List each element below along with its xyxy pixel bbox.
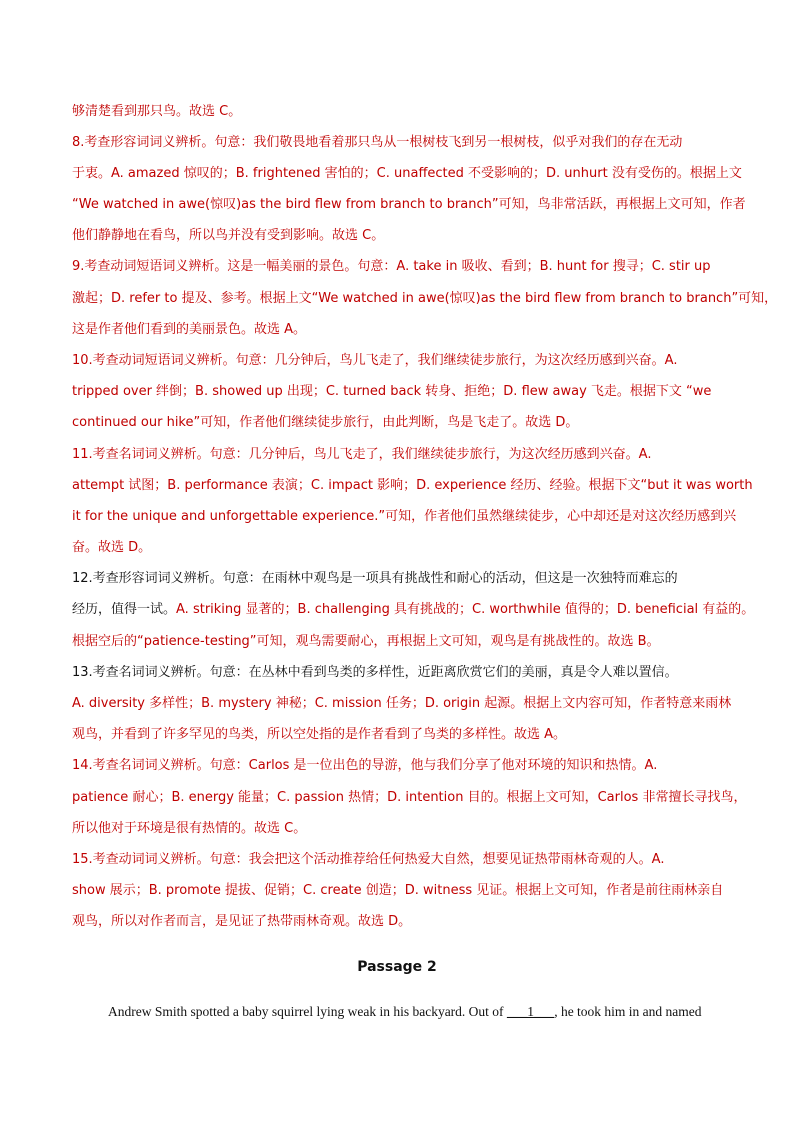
analysis-line: [72, 258, 724, 276]
analysis-text-red: 这是作者他们看到的美丽景色。故选 A。: [72, 322, 307, 337]
analysis-line: [72, 695, 732, 713]
analysis-line: [72, 601, 755, 619]
analysis-text-red: 奋。故选 D。: [72, 540, 152, 555]
analysis-line: [72, 913, 724, 931]
passage-paragraph: [108, 1003, 722, 1021]
analysis-text-red: continued our hike”可知，作者他们继续徒步旅行，由此判断，鸟是飞走了。故选 D。: [72, 415, 579, 430]
analysis-line: [72, 290, 778, 308]
analysis-line: [72, 414, 724, 432]
analysis-line: [72, 227, 724, 245]
passage-blank-1: ___1___: [506, 1004, 555, 1019]
analysis-text-red: attempt 试图；B. performance 表演；C. impact 影响；D. experience 经历、经验。根据下文“but it was worth: [72, 478, 753, 493]
analysis-text-red: 10.考查动词短语词义辨析。句意：几分钟后，鸟儿飞走了，我们继续徒步旅行，为这次经历感到兴奋。A.: [72, 353, 678, 368]
analysis-line: [72, 477, 753, 495]
analysis-text-red: A. diversity 多样性；B. mystery 神秘；C. mission 任务；D. origin 起源。根据上文内容可知，作者特意来雨林: [72, 696, 732, 711]
analysis-line: [72, 196, 746, 214]
analysis-text-black: 13.考查名词词义辨析。句意：在丛林中看到鸟类的多样性，近距离欣赏它们的美丽，真是令人难以置信。: [72, 665, 678, 680]
analysis-text-red: 9.考查动词短语词义辨析。这是一幅美丽的景色。句意：A. take in 吸收、看到；B. hunt for 搜寻；C. stir up: [72, 259, 711, 274]
analysis-line: [72, 383, 724, 401]
analysis-line: [72, 851, 724, 869]
analysis-text-red: 14.考查名词词义辨析。句意：Carlos 是一位出色的导游，他与我们分享了他对环境的知识和热情。A.: [72, 758, 658, 773]
analysis-line: [72, 726, 724, 744]
analysis-text-red: show 展示；B. promote 提拔、促销；C. create 创造；D. witness 见证。根据上文可知，作者是前往雨林亲自: [72, 883, 724, 898]
analysis-line: [72, 570, 724, 588]
analysis-line: [72, 539, 724, 557]
analysis-line: [72, 757, 724, 775]
analysis-text-red: 观鸟，所以对作者而言，是见证了热带雨林奇观。故选 D。: [72, 914, 412, 929]
analysis-text-red: 于衷。A. amazed 惊叹的；B. frightened 害怕的；C. unaffected 不受影响的；D. unhurt 没有受伤的。根据上文: [72, 166, 742, 181]
analysis-line: [72, 352, 724, 370]
analysis-text-red: tripped over 绊倒；B. showed up 出现；C. turned back 转身、拒绝；D. flew away 飞走。根据下文 “we: [72, 384, 712, 399]
analysis-line: [72, 820, 724, 838]
analysis-line: [72, 321, 724, 339]
analysis-text-red: 11.考查名词词义辨析。句意：几分钟后，鸟儿飞走了，我们继续徒步旅行，为这次经历感到兴奋。A.: [72, 447, 652, 462]
analysis-text-red: “We watched in awe(惊叹)as the bird flew from branch to branch”可知，鸟非常活跃，再根据上文可知，作者: [72, 197, 746, 212]
analysis-line: [72, 789, 747, 807]
analysis-text-red: 15.考查动词词义辨析。句意：我会把这个活动推荐给任何热爱大自然，想要见证热带雨林奇观的人。A.: [72, 852, 665, 867]
analysis-line: [72, 103, 724, 121]
analysis-line: [72, 165, 742, 183]
analysis-line: [72, 882, 724, 900]
analysis-line: [72, 633, 724, 651]
analysis-text-red: it for the unique and unforgettable experience.”可知，作者他们虽然继续徒步，心中却还是对这次经历感到兴: [72, 509, 737, 524]
passage-text-before: Andrew Smith spotted a baby squirrel lying weak in his backyard. Out of: [108, 1004, 507, 1019]
passage-text-after: , he took him in and named: [554, 1004, 702, 1019]
passage-title: Passage 2: [357, 959, 437, 975]
analysis-text-red: 所以他对于环境是很有热情的。故选 C。: [72, 821, 307, 836]
analysis-text-red: 他们静静地在看鸟，所以鸟并没有受到影响。故选 C。: [72, 228, 385, 243]
analysis-text-red: patience 耐心；B. energy 能量；C. passion 热情；D. intention 目的。根据上文可知，Carlos 非常擅长寻找鸟，: [72, 790, 747, 805]
analysis-text-red: 观鸟，并看到了许多罕见的鸟类，所以空处指的是作者看到了鸟类的多样性。故选 A。: [72, 727, 567, 742]
analysis-line: [72, 134, 724, 152]
analysis-text-red: 8.考查形容词词义辨析。句意：我们敬畏地看着那只鸟从一根树枝飞到另一根树枝，似乎对我们的存在无动: [72, 135, 683, 150]
analysis-text-black: 12.考查形容词词义辨析。句意：在雨林中观鸟是一项具有挑战性和耐心的活动，但这是一次独特而难忘的: [72, 571, 678, 586]
analysis-line: [72, 446, 724, 464]
analysis-text-red: 够清楚看到那只鸟。故选 C。: [72, 104, 242, 119]
analysis-text-black: 经历，值得一试。: [72, 602, 177, 617]
analysis-line: [72, 508, 737, 526]
analysis-text-red: 激起；D. refer to 提及、参考。根据上文“We watched in awe(惊叹)as the bird flew from branch to branch”可知，: [72, 291, 778, 306]
analysis-text-red: A. striking 显著的；B. challenging 具有挑战的；C. worthwhile 值得的；D. beneficial 有益的。: [176, 602, 755, 617]
analysis-text-red: 根据空后的“patience-testing”可知，观鸟需要耐心，再根据上文可知，观鸟是有挑战性的。故选 B。: [72, 634, 660, 649]
analysis-line: [72, 664, 724, 682]
